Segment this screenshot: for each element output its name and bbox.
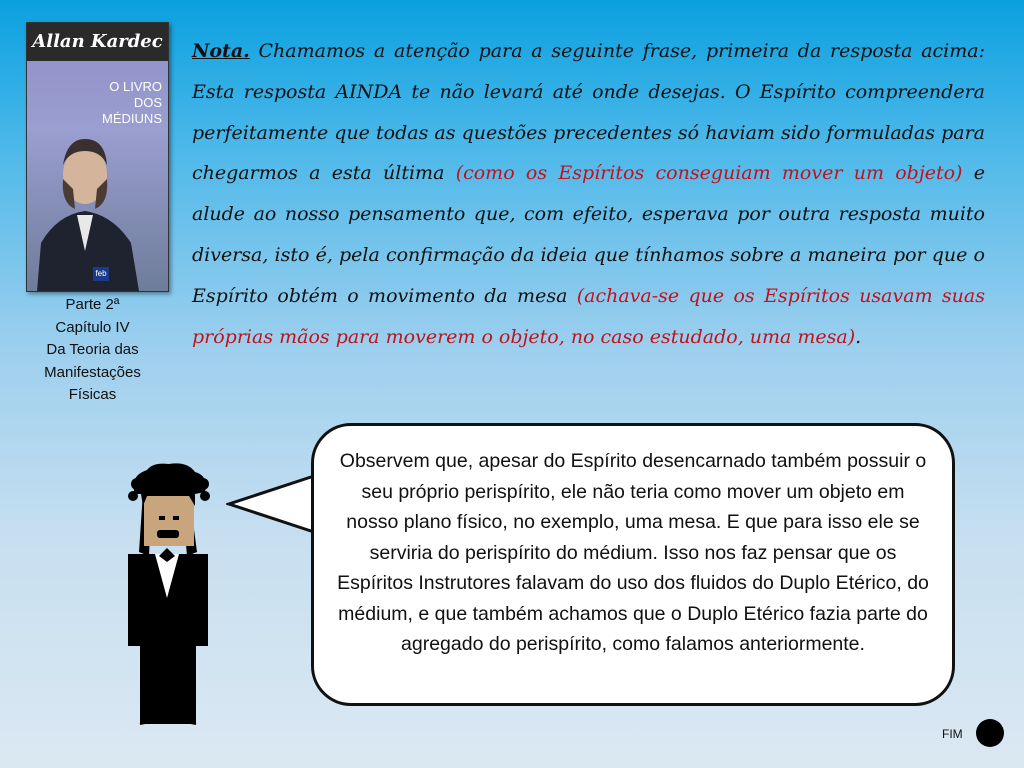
speech-bubble-text: Observem que, apesar do Espírito desencarnado também possuir o seu próprio perispírito, ele não teria como mover um objeto em nosso plano físico, no exemplo, uma mesa. E que para isso ele se serviria do perispírito do médium. Isso nos faz pensar que os Espíritos Instrutores falavam do uso dos fluidos do Duplo Etérico, do médium, e que também achamos que o Duplo Etérico fazia parte do agregado do perispírito, como falamos anteriormente. (337, 450, 929, 655)
nota-text: e alude ao nosso pensamento que, com efeito, esperava por outra resposta muito diversa, isto é, pela confirmação da ideia que tínhamos sobre a maneira por que o Espírito obtém o movimento da mesa (192, 162, 986, 307)
speech-bubble (311, 423, 955, 706)
book-title-line: MÉDIUNS (102, 111, 162, 126)
caption-subtitle: Físicas (68, 386, 117, 403)
caption-subtitle: Manifestações (44, 363, 141, 381)
book-title-line: O LIVRO (109, 79, 162, 94)
nota-label: Nota. (192, 40, 250, 62)
caption-part: Parte 2ª (65, 296, 120, 313)
caption-chapter: Capítulo IV (55, 318, 130, 336)
nota-text: . (855, 325, 862, 348)
book-cover-image (26, 22, 169, 292)
author-portrait-icon (27, 123, 168, 291)
speaker-character-icon (121, 462, 216, 732)
fim-label: FIM (942, 727, 963, 741)
fim-button[interactable] (976, 719, 1004, 747)
book-title (62, 79, 162, 127)
nota-text: Chamamos a atenção para a seguinte frase, primeira da resposta acima: Esta resposta AINDA te não levará até onde desejas. O Espírito compreendera perfeitamente que todas as questões precedentes só haviam sido formuladas para chegarmos a esta última (192, 40, 985, 185)
book-caption (20, 294, 165, 407)
nota-highlight: (como os Espíritos conseguiam mover um objeto) (455, 162, 963, 185)
book-author: Allan Kardec (27, 23, 168, 61)
publisher-logo: feb (93, 267, 109, 281)
speech-bubble-tail (226, 470, 318, 540)
caption-subtitle: Da Teoria das (46, 341, 139, 358)
book-title-line: DOS (133, 95, 162, 110)
nota-paragraph (192, 31, 985, 357)
nota-highlight: (achava-se que os Espíritos usavam suas próprias mãos para moverem o objeto, no caso estudado, uma mesa) (192, 284, 985, 348)
